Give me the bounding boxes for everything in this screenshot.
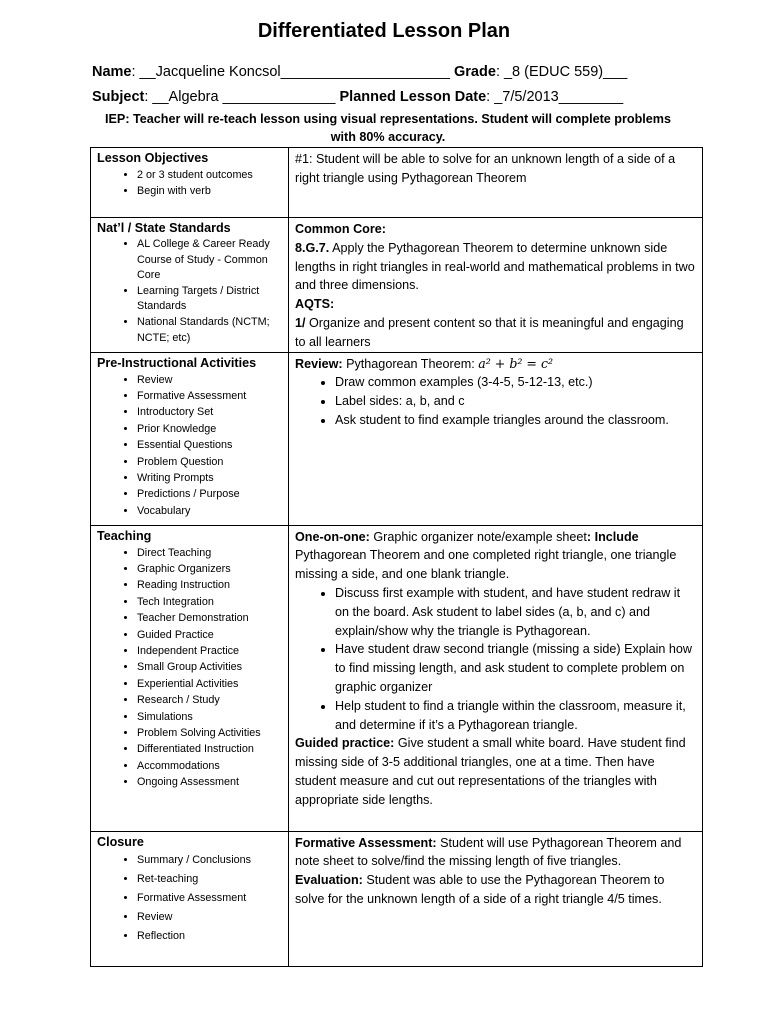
- list-item: • Reading Instruction: [137, 577, 282, 593]
- list-item: • Problem Question: [137, 454, 282, 470]
- teaching-content-cell: [289, 525, 703, 831]
- standard-text: Apply the Pythagorean Theorem to determine unknown side lengths in right triangles in real-world and mathematical problems in two and three dimensions.: [295, 240, 695, 293]
- list-item: • Simulations: [137, 709, 282, 725]
- list-item: • Ongoing Assessment: [137, 774, 282, 790]
- list-item: • Summary / Conclusions: [137, 851, 282, 870]
- aqts-number: 1/: [295, 315, 306, 330]
- guided-practice-label: Guided practice:: [295, 736, 395, 751]
- teaching-bullets: [295, 584, 696, 734]
- grade-label: Grade: [454, 64, 496, 80]
- aqts-text: Organize and present content so that it is meaningful and engaging to all learners: [295, 315, 684, 349]
- list-item: • Research / Study: [137, 692, 282, 708]
- formative-assessment-text: Student will use Pythagorean Theorem and note sheet to solve/find the missing length of five triangles.: [295, 835, 682, 869]
- list-item: • Introductory Set: [137, 404, 282, 420]
- list-item: • Guided Practice: [137, 627, 282, 643]
- row-closure: [91, 831, 703, 966]
- list-item: • Independent Practice: [137, 643, 282, 659]
- name-value: : __Jacqueline Koncsol_____________________: [131, 64, 450, 80]
- closure-content-cell: [289, 831, 703, 966]
- objectives-list: [97, 167, 282, 200]
- document-title: Differentiated Lesson Plan: [257, 20, 511, 42]
- teaching-list: [97, 545, 282, 791]
- teaching-left-cell: [91, 525, 289, 831]
- list-item: • Differentiated Instruction: [137, 741, 282, 757]
- list-item: • Discuss first example with student, and have student redraw it on the board. Ask student to label sides (a, b, and c) and explain/show why the triangle is Pythagorean.: [335, 584, 696, 640]
- review-label: Review:: [295, 356, 343, 371]
- review-bullets: [295, 373, 696, 429]
- review-text: Pythagorean Theorem:: [342, 356, 479, 371]
- list-item: • Review: [137, 908, 282, 927]
- one-on-one-text-b: Pythagorean Theorem and one completed right triangle, one triangle missing a side, and one blank triangle.: [295, 548, 677, 582]
- one-on-one-label: One-on-one:: [295, 529, 370, 544]
- list-item: • Problem Solving Activities: [137, 725, 282, 741]
- one-on-one-text-a: Graphic organizer note/example sheet: [369, 529, 587, 544]
- list-item: • Label sides: a, b, and c: [335, 392, 696, 411]
- standard-code: 8.G.7.: [295, 240, 330, 255]
- preinstructional-heading: Pre-Instructional Activities: [97, 355, 257, 370]
- subject-date-line: [92, 89, 623, 105]
- list-item: • Formative Assessment: [137, 388, 282, 404]
- closure-heading: Closure: [97, 834, 144, 849]
- list-item: • Experiential Activities: [137, 676, 282, 692]
- list-item: • Tech Integration: [137, 594, 282, 610]
- objectives-content-cell: #1: Student will be able to solve for an unknown length of a side of a right triangle using Pythagorean Theorem: [289, 148, 703, 218]
- list-item: • Direct Teaching: [137, 545, 282, 561]
- name-grade-line: [92, 64, 627, 80]
- evaluation-text: Student was able to use the Pythagorean Theorem to solve for the unknown length of a side of a right triangle 4/5 times.: [295, 873, 665, 906]
- preinstructional-content-cell: [289, 352, 703, 525]
- row-teaching: [91, 525, 703, 831]
- list-item: • Draw common examples (3-4-5, 5-12-13, etc.): [335, 373, 696, 392]
- list-item: • Ret-teaching: [137, 870, 282, 889]
- list-item: • Small Group Activities: [137, 659, 282, 675]
- list-item: • Formative Assessment: [137, 889, 282, 908]
- date-value: : _7/5/2013________: [486, 89, 624, 105]
- list-item: • Reflection: [137, 927, 282, 946]
- evaluation-label: Evaluation:: [295, 873, 363, 888]
- list-item: • Graphic Organizers: [137, 561, 282, 577]
- list-item: • 2 or 3 student outcomes: [137, 167, 282, 183]
- grade-value: : _8 (EDUC 559)___: [495, 64, 628, 80]
- list-item: • AL College & Career Ready Course of Study - Common Core: [137, 237, 282, 284]
- objectives-left-cell: [91, 148, 289, 218]
- standards-left-cell: [91, 218, 289, 353]
- preinstructional-list: [97, 372, 282, 520]
- iep-statement: IEP: Teacher will re-teach lesson using visual representations. Student will complete problems with 80% accuracy.: [105, 112, 671, 144]
- subject-value: : __Algebra ______________: [144, 89, 336, 105]
- subject-label: Subject: [92, 89, 145, 105]
- list-item: • Help student to find a triangle within the classroom, measure it, and determine if it’s a Pythagorean triangle.: [335, 697, 696, 735]
- list-item: • Ask student to find example triangles around the classroom.: [335, 411, 696, 430]
- preinstructional-left-cell: [91, 352, 289, 525]
- list-item: • Begin with verb: [137, 183, 282, 199]
- list-item: • Learning Targets / District Standards: [137, 284, 282, 315]
- list-item: • Prior Knowledge: [137, 421, 282, 437]
- include-label: : Include: [586, 529, 639, 544]
- row-objectives: [91, 148, 703, 218]
- list-item: • Essential Questions: [137, 437, 282, 453]
- list-item: • Vocabulary: [137, 503, 282, 519]
- list-item: • Have student draw second triangle (missing a side) Explain how to find missing length, and ask student to complete problem on graphic organizer: [335, 640, 696, 696]
- closure-left-cell: [91, 831, 289, 966]
- list-item: • Teacher Demonstration: [137, 610, 282, 626]
- teaching-heading: Teaching: [97, 528, 152, 543]
- guided-practice-text: Give student a small white board. Have student find missing side of 3-5 additional triangles, one at a time. Then have student measure and cut out representations of the triangles with appropriate side lengths.: [295, 736, 686, 807]
- list-item: • National Standards (NCTM; NCTE; etc): [137, 315, 282, 346]
- row-standards: [91, 218, 703, 353]
- lesson-plan-table: [90, 147, 703, 967]
- standards-content-cell: [289, 218, 703, 353]
- list-item: • Accommodations: [137, 758, 282, 774]
- pythagorean-formula: a² + b² = c²: [478, 355, 554, 371]
- aqts-label: AQTS:: [295, 297, 335, 312]
- list-item: • Writing Prompts: [137, 470, 282, 486]
- formative-assessment-label: Formative Assessment:: [295, 835, 437, 850]
- closure-list: [97, 851, 282, 946]
- common-core-label: Common Core:: [295, 222, 386, 236]
- row-preinstructional: [91, 352, 703, 525]
- date-label: Planned Lesson Date: [339, 89, 487, 105]
- objectives-heading: Lesson Objectives: [97, 151, 209, 165]
- list-item: • Review: [137, 372, 282, 388]
- standards-heading: Nat’l / State Standards: [97, 221, 231, 235]
- list-item: • Predictions / Purpose: [137, 486, 282, 502]
- standards-list: [97, 237, 282, 346]
- name-label: Name: [92, 64, 132, 80]
